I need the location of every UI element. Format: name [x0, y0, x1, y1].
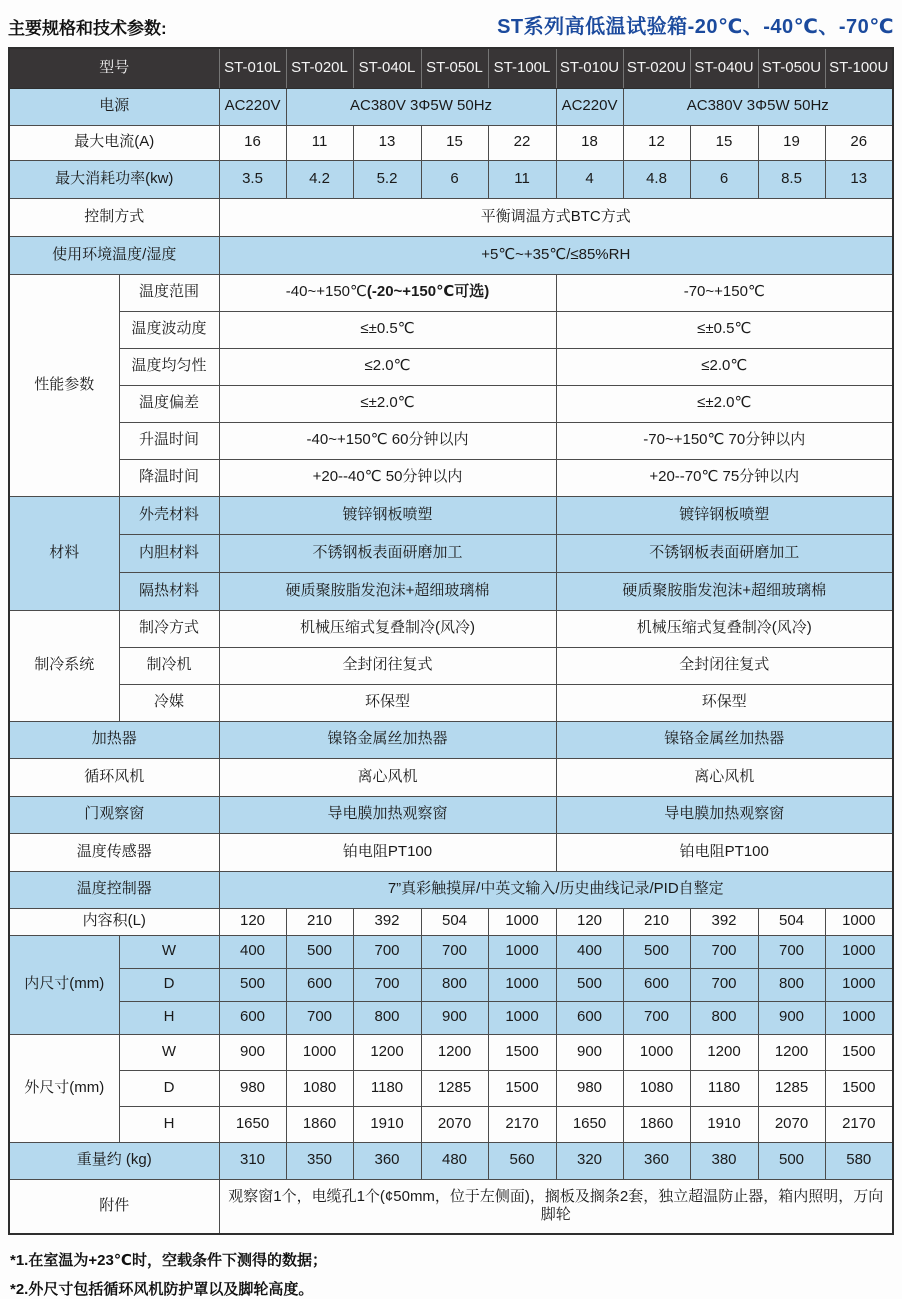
- material-row-insulation: [9, 572, 893, 610]
- perf-row-heatup: [9, 422, 893, 459]
- spec-cell: 1650: [556, 1106, 623, 1142]
- perf-row-deviation: [9, 385, 893, 422]
- row-label-temp-range: 温度范围: [119, 274, 219, 311]
- model-cell: ST-010U: [556, 48, 623, 88]
- spec-cell: 铂电阻PT100: [556, 833, 893, 871]
- consumption-row: [9, 160, 893, 198]
- row-label-power: 电源: [9, 88, 219, 125]
- perf-row-uniformity: [9, 348, 893, 385]
- spec-cell: AC220V: [219, 88, 286, 125]
- spec-cell: 1000: [488, 968, 556, 1001]
- spec-cell: 600: [623, 968, 690, 1001]
- model-cell: ST-100L: [488, 48, 556, 88]
- spec-cell: 1000: [488, 1001, 556, 1034]
- spec-cell: 1000: [825, 1001, 893, 1034]
- spec-cell: 13: [353, 125, 421, 160]
- spec-cell: 3.5: [219, 160, 286, 198]
- refrigeration-row-method: [9, 610, 893, 647]
- spec-cell: 平衡调温方式BTC方式: [219, 198, 893, 236]
- spec-cell: 1000: [825, 935, 893, 968]
- row-label-insulation: 隔热材料: [119, 572, 219, 610]
- spec-cell: 26: [825, 125, 893, 160]
- spec-cell: +20--70℃ 75分钟以内: [556, 459, 893, 496]
- spec-cell: 900: [421, 1001, 488, 1034]
- spec-cell: 580: [825, 1142, 893, 1179]
- spec-cell: 2070: [758, 1106, 825, 1142]
- spec-cell: 504: [421, 908, 488, 935]
- row-label-refrigerant: 冷媒: [119, 684, 219, 721]
- spec-cell: 980: [556, 1070, 623, 1106]
- model-cell: ST-020L: [286, 48, 353, 88]
- spec-cell: 500: [758, 1142, 825, 1179]
- power-row: [9, 88, 893, 125]
- spec-cell: 不锈钢板表面研磨加工: [556, 534, 893, 572]
- row-label-controller: 温度控制器: [9, 871, 219, 908]
- spec-cell: 600: [219, 1001, 286, 1034]
- model-cell: ST-040L: [353, 48, 421, 88]
- spec-cell: 1080: [623, 1070, 690, 1106]
- spec-cell: 15: [690, 125, 758, 160]
- row-label-environment: 使用环境温度/湿度: [9, 236, 219, 274]
- spec-cell: 1285: [758, 1070, 825, 1106]
- spec-cell: AC380V 3Φ5W 50Hz: [286, 88, 556, 125]
- spec-cell: 2170: [488, 1106, 556, 1142]
- spec-cell: 12: [623, 125, 690, 160]
- spec-cell: 18: [556, 125, 623, 160]
- row-label-uniformity: 温度均匀性: [119, 348, 219, 385]
- page-title: 主要规格和技术参数:: [8, 19, 167, 38]
- spec-cell: 镍铬金属丝加热器: [556, 721, 893, 758]
- spec-cell: 700: [286, 1001, 353, 1034]
- row-label-heater: 加热器: [9, 721, 219, 758]
- spec-cell: 8.5: [758, 160, 825, 198]
- spec-cell: 1910: [690, 1106, 758, 1142]
- spec-cell: ≤±0.5℃: [219, 311, 556, 348]
- spec-table: [8, 47, 894, 1235]
- row-label-fan: 循环风机: [9, 758, 219, 796]
- spec-cell: 硬质聚胺脂发泡沫+超细玻璃棉: [556, 572, 893, 610]
- spec-cell: 800: [353, 1001, 421, 1034]
- heater-row: [9, 721, 893, 758]
- spec-cell: 900: [758, 1001, 825, 1034]
- spec-cell: +5℃~+35℃/≤85%RH: [219, 236, 893, 274]
- spec-cell: 镀锌钢板喷塑: [556, 496, 893, 534]
- spec-cell: 观察窗1个，电缆孔1个(¢50mm，位于左侧面)，搁板及搁条2套，独立超温防止器，箱内照明，万向脚轮: [219, 1179, 893, 1234]
- spec-cell: 1500: [488, 1070, 556, 1106]
- spec-cell: 700: [690, 935, 758, 968]
- spec-cell: 导电膜加热观察窗: [219, 796, 556, 833]
- sensor-row: [9, 833, 893, 871]
- group-label-performance: 性能参数: [9, 274, 119, 496]
- group-label-refrigeration: 制冷系统: [9, 610, 119, 721]
- spec-cell: 500: [286, 935, 353, 968]
- spec-cell: 1200: [690, 1034, 758, 1070]
- spec-cell: 1000: [488, 935, 556, 968]
- spec-cell: 15: [421, 125, 488, 160]
- spec-cell: 500: [623, 935, 690, 968]
- row-label-current: 最大电流(A): [9, 125, 219, 160]
- refrigeration-row-compressor: [9, 647, 893, 684]
- spec-cell: 1285: [421, 1070, 488, 1106]
- spec-cell: 800: [758, 968, 825, 1001]
- material-row-liner: [9, 534, 893, 572]
- row-label-deviation: 温度偏差: [119, 385, 219, 422]
- model-cell: ST-040U: [690, 48, 758, 88]
- spec-cell: 5.2: [353, 160, 421, 198]
- inner-size-row-w: [9, 935, 893, 968]
- spec-cell: 镍铬金属丝加热器: [219, 721, 556, 758]
- perf-row-cooldown: [9, 459, 893, 496]
- spec-cell: 镀锌钢板喷塑: [219, 496, 556, 534]
- spec-cell: 4: [556, 160, 623, 198]
- spec-cell: 900: [219, 1034, 286, 1070]
- model-cell: ST-050U: [758, 48, 825, 88]
- model-cell: ST-020U: [623, 48, 690, 88]
- spec-cell: 1180: [353, 1070, 421, 1106]
- spec-cell: 1000: [488, 908, 556, 935]
- row-label-accessories: 附件: [9, 1179, 219, 1234]
- spec-cell: 504: [758, 908, 825, 935]
- spec-cell: 360: [353, 1142, 421, 1179]
- spec-cell: 离心风机: [556, 758, 893, 796]
- spec-cell: 4.2: [286, 160, 353, 198]
- row-label-outer-d: D: [119, 1070, 219, 1106]
- row-label-sensor: 温度传感器: [9, 833, 219, 871]
- row-label-compressor: 制冷机: [119, 647, 219, 684]
- inner-size-row-d: [9, 968, 893, 1001]
- spec-cell: 380: [690, 1142, 758, 1179]
- spec-cell: 6: [690, 160, 758, 198]
- spec-cell: -40~+150℃ 60分钟以内: [219, 422, 556, 459]
- door-window-row: [9, 796, 893, 833]
- spec-cell: ≤2.0℃: [556, 348, 893, 385]
- spec-cell: 13: [825, 160, 893, 198]
- spec-cell: 700: [623, 1001, 690, 1034]
- control-row: [9, 198, 893, 236]
- spec-cell: 环保型: [556, 684, 893, 721]
- row-label-door-window: 门观察窗: [9, 796, 219, 833]
- spec-cell: 4.8: [623, 160, 690, 198]
- row-label-model: 型号: [9, 48, 219, 88]
- spec-cell: 7”真彩触摸屏/中英文输入/历史曲线记录/PID自整定: [219, 871, 893, 908]
- spec-cell: 392: [353, 908, 421, 935]
- row-label-volume: 内容积(L): [9, 908, 219, 935]
- spec-cell: ≤±2.0℃: [556, 385, 893, 422]
- spec-cell: 700: [421, 935, 488, 968]
- row-label-outer-h: H: [119, 1106, 219, 1142]
- volume-row: [9, 908, 893, 935]
- spec-cell: 1000: [623, 1034, 690, 1070]
- spec-cell: 1650: [219, 1106, 286, 1142]
- spec-cell: 6: [421, 160, 488, 198]
- group-label-material: 材料: [9, 496, 119, 610]
- weight-row: [9, 1142, 893, 1179]
- spec-cell: 1000: [286, 1034, 353, 1070]
- spec-cell: 1860: [623, 1106, 690, 1142]
- spec-cell: 500: [219, 968, 286, 1001]
- spec-cell: 1000: [825, 908, 893, 935]
- spec-cell: +20--40℃ 50分钟以内: [219, 459, 556, 496]
- spec-cell: [219, 274, 556, 311]
- spec-cell: 1000: [825, 968, 893, 1001]
- spec-cell: 全封闭往复式: [219, 647, 556, 684]
- fan-row: [9, 758, 893, 796]
- spec-cell: 11: [286, 125, 353, 160]
- spec-cell: -70~+150℃: [556, 274, 893, 311]
- spec-cell: 120: [219, 908, 286, 935]
- spec-cell: 机械压缩式复叠制冷(风冷): [219, 610, 556, 647]
- row-label-shell: 外壳材料: [119, 496, 219, 534]
- spec-cell: 980: [219, 1070, 286, 1106]
- spec-cell: 19: [758, 125, 825, 160]
- spec-cell: AC220V: [556, 88, 623, 125]
- spec-cell: ≤±0.5℃: [556, 311, 893, 348]
- group-label-outer-size: 外尺寸(mm): [9, 1034, 119, 1142]
- spec-cell: 离心风机: [219, 758, 556, 796]
- spec-cell: 500: [556, 968, 623, 1001]
- page-header: [0, 0, 902, 47]
- spec-cell: 1200: [758, 1034, 825, 1070]
- accessories-row: [9, 1179, 893, 1234]
- row-label-consumption: 最大消耗功率(kw): [9, 160, 219, 198]
- spec-cell: 2170: [825, 1106, 893, 1142]
- footnote-2: *2.外尺寸包括循环风机防护罩以及脚轮高度。: [10, 1281, 314, 1298]
- spec-cell: 800: [690, 1001, 758, 1034]
- spec-cell: 1500: [825, 1034, 893, 1070]
- spec-cell: 铂电阻PT100: [219, 833, 556, 871]
- spec-cell: ≤±2.0℃: [219, 385, 556, 422]
- outer-size-row-d: [9, 1070, 893, 1106]
- spec-cell: 1910: [353, 1106, 421, 1142]
- footnotes: [10, 1249, 892, 1299]
- spec-cell: 350: [286, 1142, 353, 1179]
- row-label-cooldown: 降温时间: [119, 459, 219, 496]
- spec-cell: 210: [623, 908, 690, 935]
- environment-row: [9, 236, 893, 274]
- spec-cell: AC380V 3Φ5W 50Hz: [623, 88, 893, 125]
- spec-cell: -70~+150℃ 70分钟以内: [556, 422, 893, 459]
- spec-cell: 310: [219, 1142, 286, 1179]
- spec-cell: 700: [690, 968, 758, 1001]
- spec-cell: 900: [556, 1034, 623, 1070]
- row-label-weight: 重量约 (kg): [9, 1142, 219, 1179]
- model-cell: ST-100U: [825, 48, 893, 88]
- spec-cell: 1500: [488, 1034, 556, 1070]
- group-label-inner-size: 内尺寸(mm): [9, 935, 119, 1034]
- spec-cell: 1860: [286, 1106, 353, 1142]
- row-label-inner-w: W: [119, 935, 219, 968]
- spec-cell: 700: [353, 935, 421, 968]
- row-label-heatup: 升温时间: [119, 422, 219, 459]
- perf-row-fluctuation: [9, 311, 893, 348]
- spec-cell: 22: [488, 125, 556, 160]
- spec-cell: 700: [353, 968, 421, 1001]
- perf-row-range: [9, 274, 893, 311]
- spec-cell: ≤2.0℃: [219, 348, 556, 385]
- inner-size-row-h: [9, 1001, 893, 1034]
- spec-cell: 1200: [353, 1034, 421, 1070]
- spec-cell: 120: [556, 908, 623, 935]
- spec-cell: 210: [286, 908, 353, 935]
- spec-cell: 400: [556, 935, 623, 968]
- row-label-control: 控制方式: [9, 198, 219, 236]
- footnote-1: *1.在室温为+23℃时，空载条件下测得的数据；: [10, 1252, 327, 1269]
- spec-cell: 导电膜加热观察窗: [556, 796, 893, 833]
- outer-size-row-h: [9, 1106, 893, 1142]
- spec-cell: 11: [488, 160, 556, 198]
- spec-cell: 360: [623, 1142, 690, 1179]
- spec-cell: 800: [421, 968, 488, 1001]
- spec-cell: 2070: [421, 1106, 488, 1142]
- spec-cell: 1200: [421, 1034, 488, 1070]
- row-label-inner-h: H: [119, 1001, 219, 1034]
- row-label-fluctuation: 温度波动度: [119, 311, 219, 348]
- spec-cell: 400: [219, 935, 286, 968]
- current-row: [9, 125, 893, 160]
- row-label-liner: 内胆材料: [119, 534, 219, 572]
- spec-cell: 480: [421, 1142, 488, 1179]
- spec-cell: 环保型: [219, 684, 556, 721]
- spec-cell: 全封闭往复式: [556, 647, 893, 684]
- spec-cell: 1180: [690, 1070, 758, 1106]
- row-label-inner-d: D: [119, 968, 219, 1001]
- outer-size-row-w: [9, 1034, 893, 1070]
- spec-cell: 机械压缩式复叠制冷(风冷): [556, 610, 893, 647]
- series-title: ST系列高低温试验箱-20℃、-40℃、-70℃: [497, 16, 894, 38]
- spec-cell: 600: [286, 968, 353, 1001]
- spec-cell: 1500: [825, 1070, 893, 1106]
- spec-cell: 1080: [286, 1070, 353, 1106]
- spec-cell: 392: [690, 908, 758, 935]
- refrigeration-row-refrigerant: [9, 684, 893, 721]
- range-normal: -40~+150℃: [285, 283, 367, 301]
- spec-cell: 600: [556, 1001, 623, 1034]
- model-row: [9, 48, 893, 88]
- material-row-shell: [9, 496, 893, 534]
- row-label-outer-w: W: [119, 1034, 219, 1070]
- spec-cell: 320: [556, 1142, 623, 1179]
- spec-cell: 16: [219, 125, 286, 160]
- spec-cell: 560: [488, 1142, 556, 1179]
- spec-cell: 700: [758, 935, 825, 968]
- spec-cell: 硬质聚胺脂发泡沫+超细玻璃棉: [219, 572, 556, 610]
- model-cell: ST-010L: [219, 48, 286, 88]
- row-label-cooling-method: 制冷方式: [119, 610, 219, 647]
- spec-cell: 不锈钢板表面研磨加工: [219, 534, 556, 572]
- range-optional: (-20~+150℃可选): [366, 283, 490, 301]
- model-cell: ST-050L: [421, 48, 488, 88]
- controller-row: [9, 871, 893, 908]
